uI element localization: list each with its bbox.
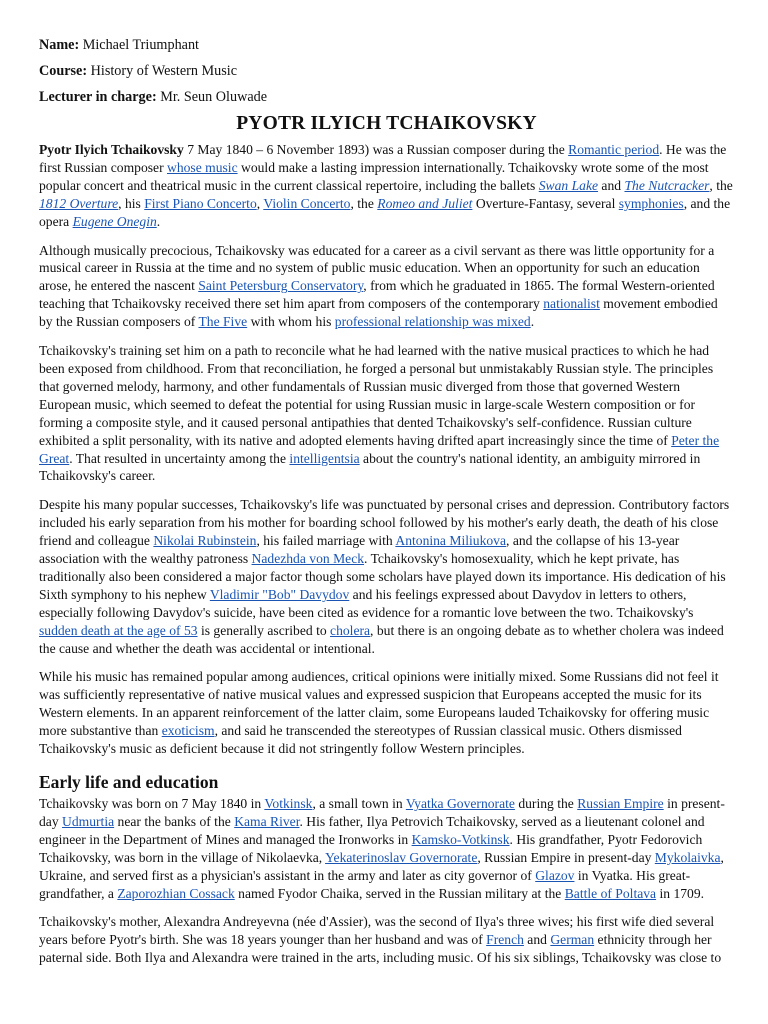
link-antonina-miliukova[interactable]: Antonina Miliukova [395, 533, 507, 549]
paragraph-intro: Pyotr Ilyich Tchaikovsky 7 May 1840 – 6 November 1893) was a Russian composer during the Romantic period. He was the first Russian composer whose music would make a lasting impression internationally. Tchaikovsky wrote some of the most popular concert and theatrical music in the current classical repertoire, including the ballets Swan Lake and The Nutcracker, the 1812 Overture, his First Piano Concerto, Violin Concerto, the Romeo and Juliet Overture-Fantasy, several symphonies, and the opera Eugene Onegin. [39, 142, 733, 229]
link-kamsko-votkinsk[interactable]: Kamsko-Votkinsk [411, 831, 510, 847]
link-nikolai-rubinstein[interactable]: Nikolai Rubinstein [153, 533, 257, 549]
course-value: History of Western Music [90, 63, 237, 79]
link-violin-concerto[interactable]: Violin Concerto [263, 195, 351, 211]
link-saint-petersburg-conservatory[interactable]: Saint Petersburg Conservatory [198, 278, 364, 294]
lecturer-value: Mr. Seun Oluwade [160, 89, 268, 105]
link-zaporozhian-cossack[interactable]: Zaporozhian Cossack [117, 885, 235, 901]
link-the-five[interactable]: The Five [198, 314, 248, 330]
link-cholera[interactable]: cholera [330, 622, 371, 638]
paragraph-education: Although musically precocious, Tchaikovsky was educated for a career as a civil servant as there was little opportunity for a musical career in Russia at the time and no system of public music education. When an opportunity for such an education arose, he entered the nascent Saint Petersburg Conservatory, from which he graduated in 1865. The formal Western-oriented teaching that Tchaikovsky received there set him apart from composers of the contemporary nationalist movement embodied by the Russian composers of The Five with whom his professional relationship was mixed. [39, 242, 718, 330]
link-intelligentsia[interactable]: intelligentsia [289, 450, 360, 466]
link-romeo-and-juliet[interactable]: Romeo and Juliet [377, 195, 473, 211]
link-1812-overture[interactable]: 1812 Overture [39, 195, 119, 211]
link-yekaterinoslav-governorate[interactable]: Yekaterinoslav Governorate [325, 849, 478, 865]
paragraph-style: Tchaikovsky's training set him on a path to reconcile what he had learned with the native musical practices to which he had been exposed from childhood. From that reconciliation, he forged a personal but unmistakably Russian style. The principles that governed melody, harmony, and other fundamentals of Russian music diverged from those that governed Western European music, which seemed to defeat the potential for using Russian music in large-scale Western composition or for forming a composite style, and it caused personal antipathies that dented Tchaikovsky's self-confidence. Russian culture exhibited a split personality, with its native and adopted elements having drifted apart increasingly since the time of Peter the Great. That resulted in uncertainty among the intelligentsia about the country's national identity, an ambiguity mirrored in Tchaikovsky's career. [39, 343, 720, 484]
link-peter-the-great[interactable]: Peter the Great [39, 432, 720, 466]
section-heading-early-life: Early life and education [39, 772, 219, 792]
link-glazov[interactable]: Glazov [535, 867, 575, 883]
link-first-piano-concerto[interactable]: First Piano Concerto [144, 195, 257, 211]
link-the-nutcracker[interactable]: The Nutcracker [624, 177, 710, 193]
link-nadezhda-von-meck[interactable]: Nadezhda von Meck [251, 551, 365, 567]
link-votkinsk[interactable]: Votkinsk [264, 796, 313, 811]
paragraph-birth: Tchaikovsky was born on 7 May 1840 in Votkinsk, a small town in Vyatka Governorate during the Russian Empire in present-day Udmurtia near the banks of the Kama River. His father, Ilya Petrovich Tchaikovsky, served as a lieutenant colonel and engineer in the Department of Mines and managed the Ironworks in Kamsko-Votkinsk. His grandfather, Pyotr Fedorovich Tchaikovsky, was born in the village of Nikolaevka, Yekaterinoslav Governorate, Russian Empire in present-day Mykolaivka, Ukraine, and served first as a physician's assistant in the army and later as city governor of Glazov in Vyatka. His great-grandfather, a Zaporozhian Cossack named Fyodor Chaika, served in the Russian military at the Battle of Poltava in 1709. [39, 796, 725, 901]
link-vyatka-governorate[interactable]: Vyatka Governorate [405, 796, 515, 811]
paragraph-reception: While his music has remained popular among audiences, critical opinions were initially mixed. Some Russians did not feel it was sufficiently representative of native musical values and expressed suspicion that Europeans accepted the music for its Western elements. In an apparent reinforcement of the latter claim, some Europeans lauded Tchaikovsky for offering music more substantive than exoticism, and said he transcended the stereotypes of Russian classical music. Others dismissed Tchaikovsky's music as deficient because it did not stringently follow Western principles. [39, 669, 719, 757]
link-exoticism[interactable]: exoticism [161, 723, 215, 739]
link-kama-river[interactable]: Kama River [234, 813, 300, 829]
link-professional-relationship[interactable]: professional relationship was mixed [334, 314, 531, 330]
link-mykolaivka[interactable]: Mykolaivka [654, 849, 721, 865]
link-swan-lake[interactable]: Swan Lake [538, 177, 599, 193]
paragraph-life: Despite his many popular successes, Tchaikovsky's life was punctuated by personal crises and depression. Contributory factors included his early separation from his mother for boarding school followed by his mother's early death, the death of his close friend and colleague Nikolai Rubinstein, his failed marriage with Antonina Miliukova, and the collapse of his 13-year association with the wealthy patroness Nadezhda von Meck. Tchaikovsky's homosexuality, which he kept private, has traditionally also been considered a major factor though some scholars have played down its importance. His dedication of his Sixth symphony to his nephew Vladimir "Bob" Davydov and his feelings expressed about Davydov in letters to others, especially following Davydov's suicide, have been cited as evidence for a romantic love between the two. Tchaikovsky's sudden death at the age of 53 is generally ascribed to cholera, but there is an ongoing debate as to whether cholera was indeed the cause and whether the death was accidental or intentional. [39, 497, 730, 656]
link-udmurtia[interactable]: Udmurtia [62, 813, 115, 829]
link-nationalist[interactable]: nationalist [543, 296, 600, 312]
link-battle-of-poltava[interactable]: Battle of Poltava [564, 885, 657, 901]
link-whose-music[interactable]: whose music [167, 159, 238, 175]
link-eugene-onegin[interactable]: Eugene Onegin [72, 213, 157, 229]
student-info [39, 32, 734, 110]
link-german[interactable]: German [550, 932, 595, 948]
link-vladimir-davydov[interactable]: Vladimir "Bob" Davydov [209, 586, 350, 602]
link-symphonies[interactable]: symphonies [618, 195, 684, 211]
link-french[interactable]: French [486, 932, 524, 948]
link-russian-empire[interactable]: Russian Empire [577, 796, 664, 811]
name-line: Name: Michael Triumphant [39, 37, 199, 53]
lecturer-line: Lecturer in charge: Mr. Seun Oluwade [39, 89, 268, 105]
link-sudden-death[interactable]: sudden death at the age of 53 [39, 622, 198, 638]
course-line: Course: History of Western Music [39, 63, 237, 79]
link-romantic-period[interactable]: Romantic period [568, 142, 660, 157]
paragraph-mother: Tchaikovsky's mother, Alexandra Andreyevna (née d'Assier), was the second of Ilya's three wives; his first wife died several years before Pyotr's birth. She was 18 years younger than her husband and was of French and German ethnicity through her paternal side. Both Ilya and Alexandra were trained in the arts, including music. Of his six siblings, Tchaikovsky was close to [39, 914, 722, 966]
document-title: PYOTR ILYICH TCHAIKOVSKY [236, 113, 537, 134]
name-value: Michael Triumphant [82, 37, 199, 53]
